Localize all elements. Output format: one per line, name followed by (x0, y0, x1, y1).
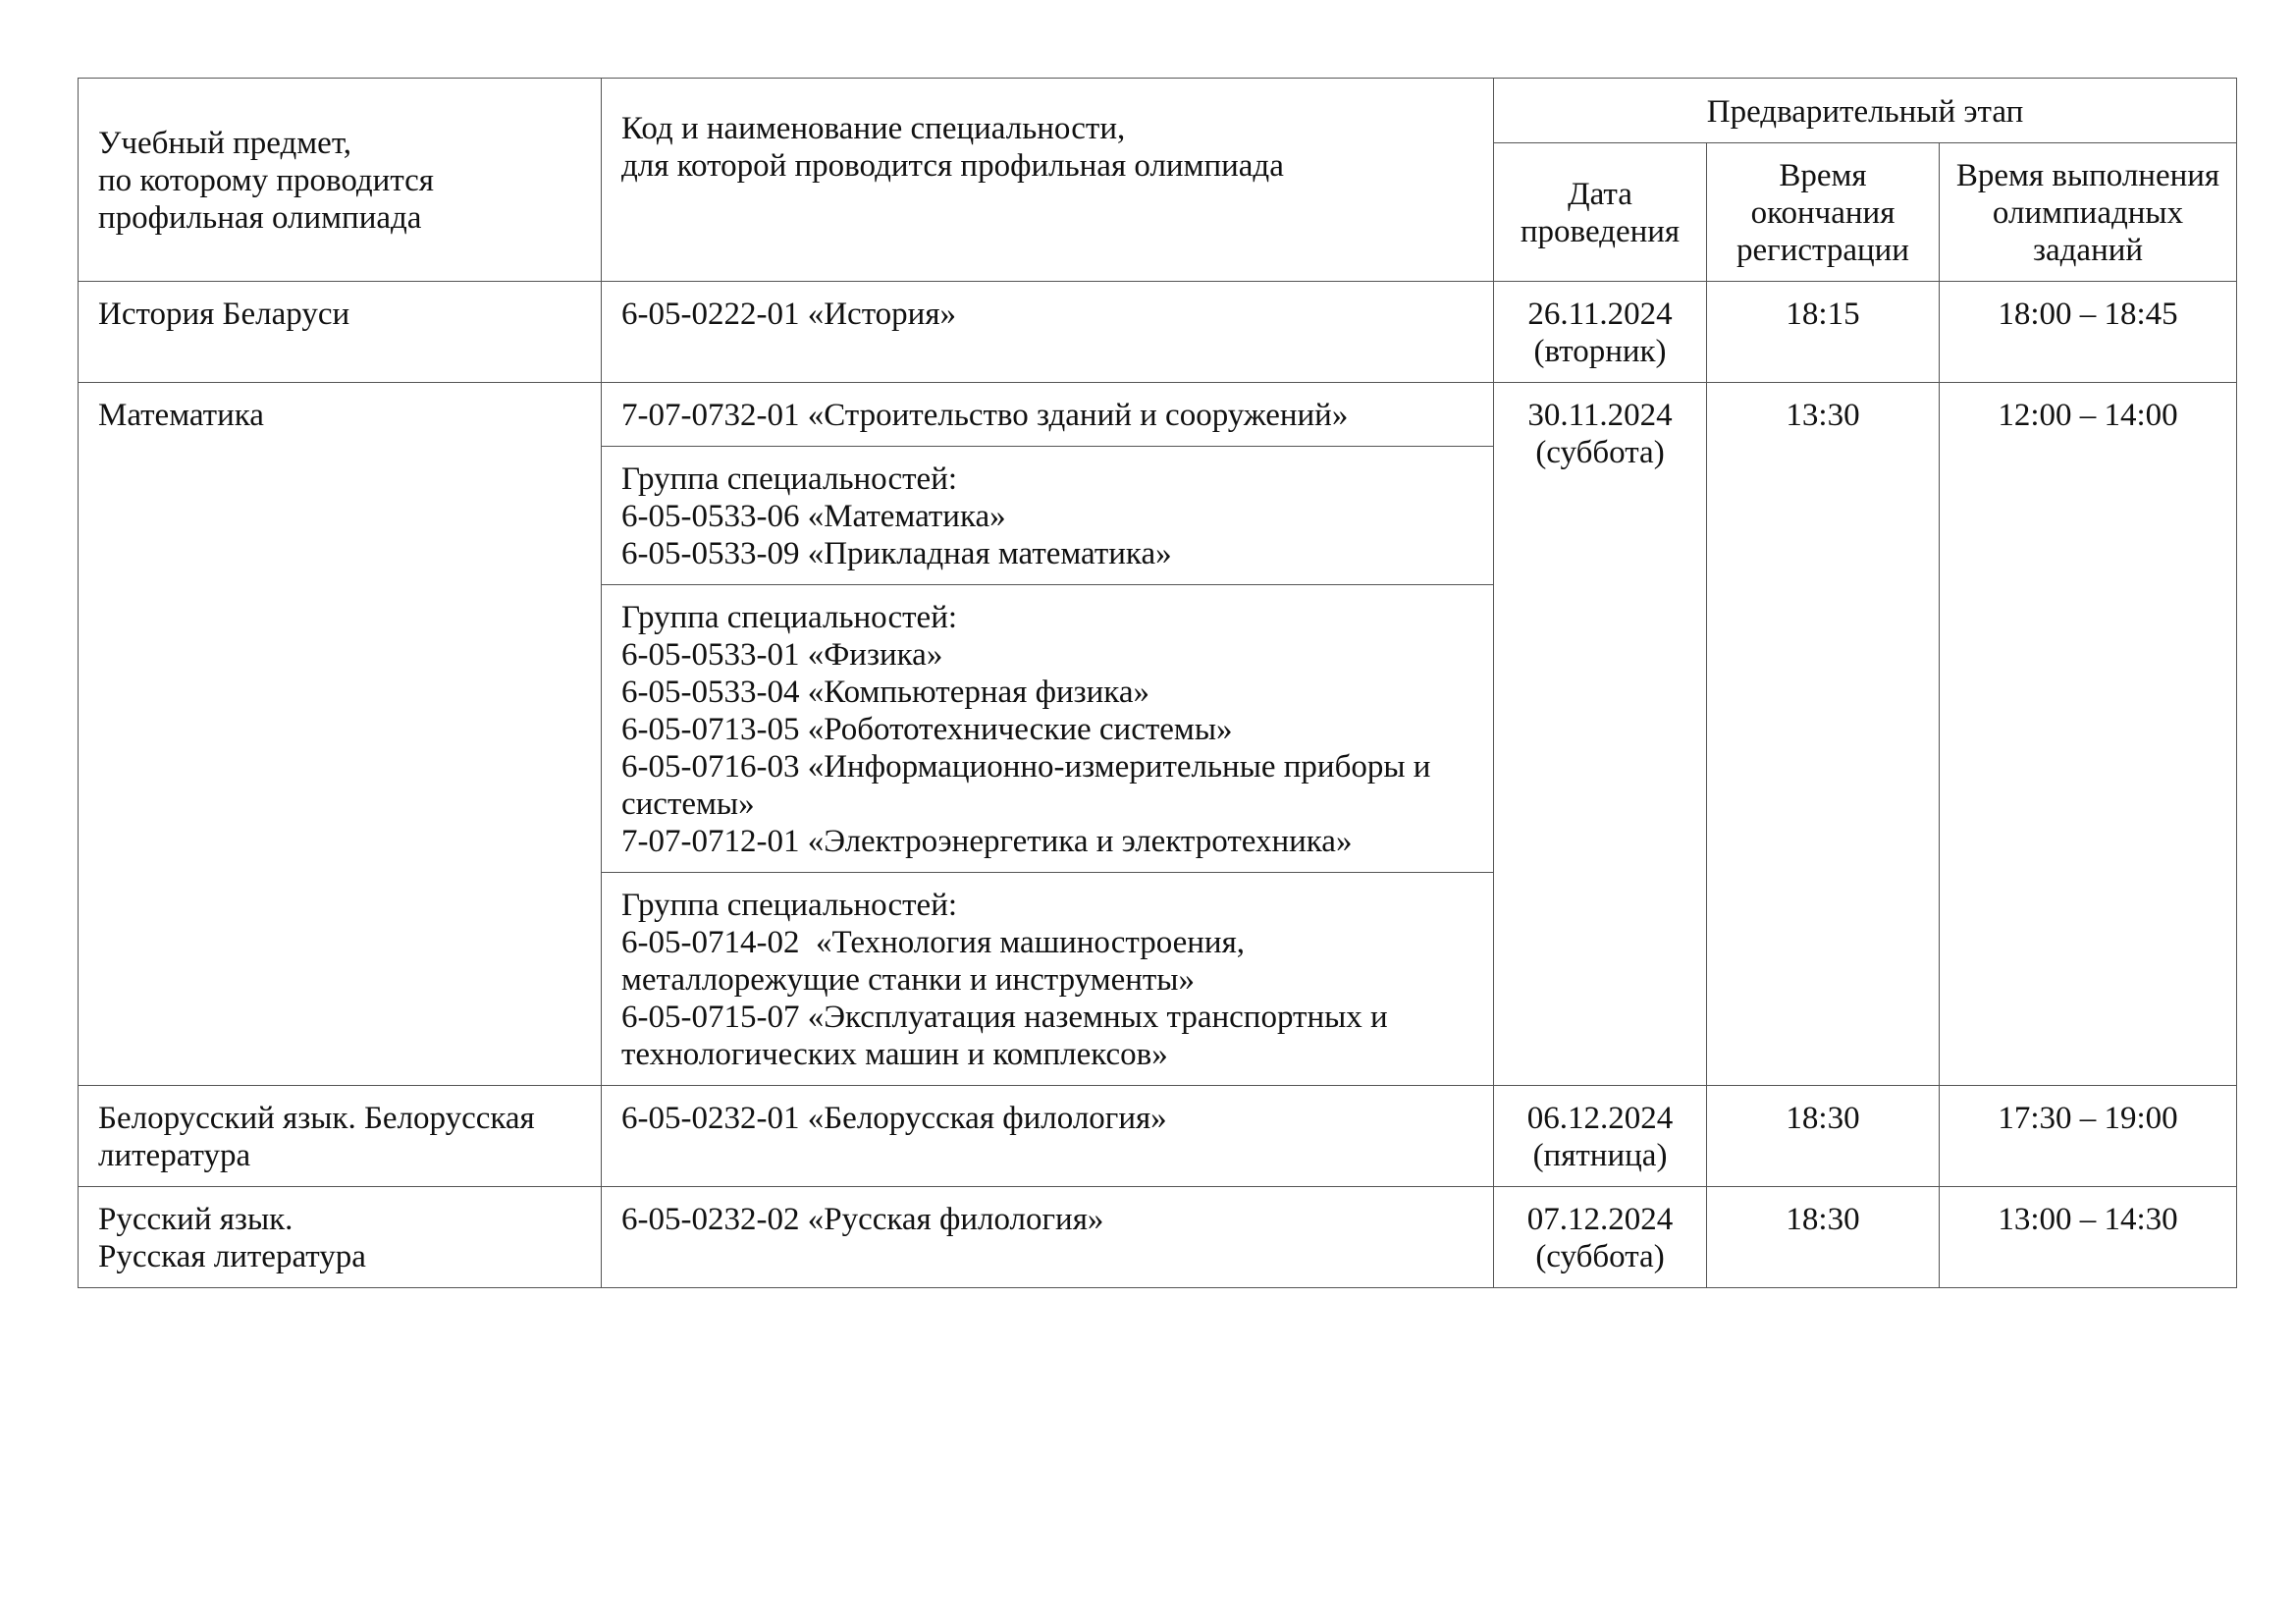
task-time-cell: 18:00 – 18:45 (1940, 282, 2237, 383)
date-cell: 06.12.2024 (пятница) (1494, 1086, 1707, 1187)
header-stage: Предварительный этап (1494, 79, 2237, 143)
date-cell: 30.11.2024 (суббота) (1494, 383, 1707, 1086)
specialty-cell: 6-05-0232-01 «Белорусская филология» (602, 1086, 1494, 1187)
header-row-top (79, 79, 2237, 143)
subject-cell: История Беларуси (79, 282, 602, 383)
registration-end-cell: 18:15 (1707, 282, 1940, 383)
specialty-cell: 6-05-0232-02 «Русская филология» (602, 1187, 1494, 1288)
subject-cell: Белорусский язык. Белорусская литература (79, 1086, 602, 1187)
subject-cell: Русский язык. Русская литература (79, 1187, 602, 1288)
date-cell: 07.12.2024 (суббота) (1494, 1187, 1707, 1288)
subject-cell: Математика (79, 383, 602, 1086)
header-subject: Учебный предмет, по которому проводится профильная олимпиада (79, 79, 602, 282)
specialty-cell: 7-07-0732-01 «Строительство зданий и сооружений» (602, 383, 1494, 447)
table-row (79, 383, 2237, 447)
registration-end-cell: 13:30 (1707, 383, 1940, 1086)
registration-end-cell: 18:30 (1707, 1187, 1940, 1288)
header-registration-end: Время окончания регистрации (1707, 143, 1940, 282)
task-time-cell: 13:00 – 14:30 (1940, 1187, 2237, 1288)
header-task-time: Время выполнения олимпиадных заданий (1940, 143, 2237, 282)
header-date: Дата проведения (1494, 143, 1707, 282)
table-header (79, 79, 2237, 282)
table-row (79, 1187, 2237, 1288)
task-time-cell: 17:30 – 19:00 (1940, 1086, 2237, 1187)
table-row (79, 282, 2237, 383)
table-row (79, 1086, 2237, 1187)
table-body (79, 282, 2237, 1288)
specialty-cell: 6-05-0222-01 «История» (602, 282, 1494, 383)
specialty-group-cell: Группа специальностей: 6-05-0533-01 «Физика» 6-05-0533-04 «Компьютерная физика» 6-05-0713-05 «Робототехнические системы» 6-05-0716-03 «Информационно-измерительные приборы и системы» 7-07-0712-01 «Электроэнергетика и электротехника» (602, 585, 1494, 873)
olympiad-schedule-table (78, 78, 2237, 1288)
task-time-cell: 12:00 – 14:00 (1940, 383, 2237, 1086)
header-specialty: Код и наименование специальности, для которой проводится профильная олимпиада (602, 79, 1494, 282)
specialty-group-cell: Группа специальностей: 6-05-0714-02 «Технология машиностроения, металлорежущие станки и инструменты» 6-05-0715-07 «Эксплуатация наземных транспортных и технологических машин и комплексов» (602, 873, 1494, 1086)
date-cell: 26.11.2024 (вторник) (1494, 282, 1707, 383)
registration-end-cell: 18:30 (1707, 1086, 1940, 1187)
specialty-group-cell: Группа специальностей: 6-05-0533-06 «Математика» 6-05-0533-09 «Прикладная математика» (602, 447, 1494, 585)
